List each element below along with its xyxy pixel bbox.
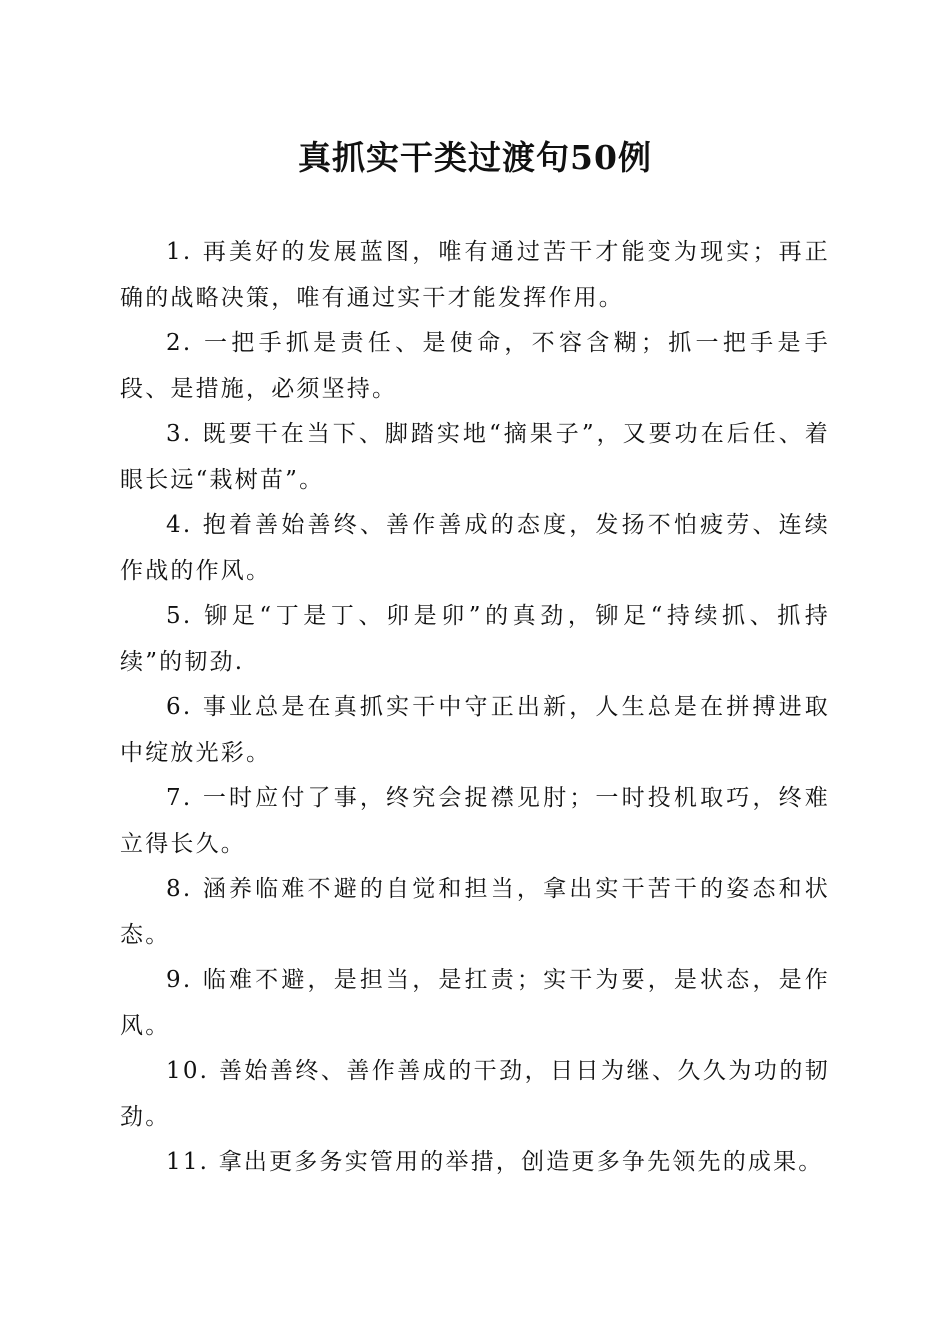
paragraph-6: 6. 事业总是在真抓实干中守正出新，人生总是在拼搏进取中绽放光彩。 <box>120 694 830 766</box>
paragraph-7: 7. 一时应付了事，终究会捉襟见肘；一时投机取巧，终难立得长久。 <box>120 785 830 857</box>
document-body <box>120 230 830 1186</box>
paragraph-1: 1. 再美好的发展蓝图，唯有通过苦干才能变为现实；再正确的战略决策，唯有通过实干才能发挥作用。 <box>120 239 830 311</box>
paragraph-4: 4. 抱着善始善终、善作善成的态度，发扬不怕疲劳、连续作战的作风。 <box>120 512 830 584</box>
paragraph-8: 8. 涵养临难不避的自觉和担当，拿出实干苦干的姿态和状态。 <box>120 876 830 948</box>
paragraph-9: 9. 临难不避，是担当，是扛责；实干为要，是状态，是作风。 <box>120 967 830 1039</box>
paragraph-3: 3. 既要干在当下、脚踏实地“摘果子”，又要功在后任、着眼长远“栽树苗”。 <box>120 421 830 493</box>
paragraph-2: 2. 一把手抓是责任、是使命，不容含糊；抓一把手是手段、是措施，必须坚持。 <box>120 330 830 402</box>
paragraph-10: 10. 善始善终、善作善成的干劲，日日为继、久久为功的韧劲。 <box>120 1058 830 1130</box>
paragraph-11: 11. 拿出更多务实管用的举措，创造更多争先领先的成果。 <box>166 1149 824 1175</box>
paragraph-5: 5. 铆足“丁是丁、卯是卯”的真劲，铆足“持续抓、抓持续”的韧劲. <box>120 603 830 675</box>
document-title: 真抓实干类过渡句50例 <box>298 138 652 177</box>
